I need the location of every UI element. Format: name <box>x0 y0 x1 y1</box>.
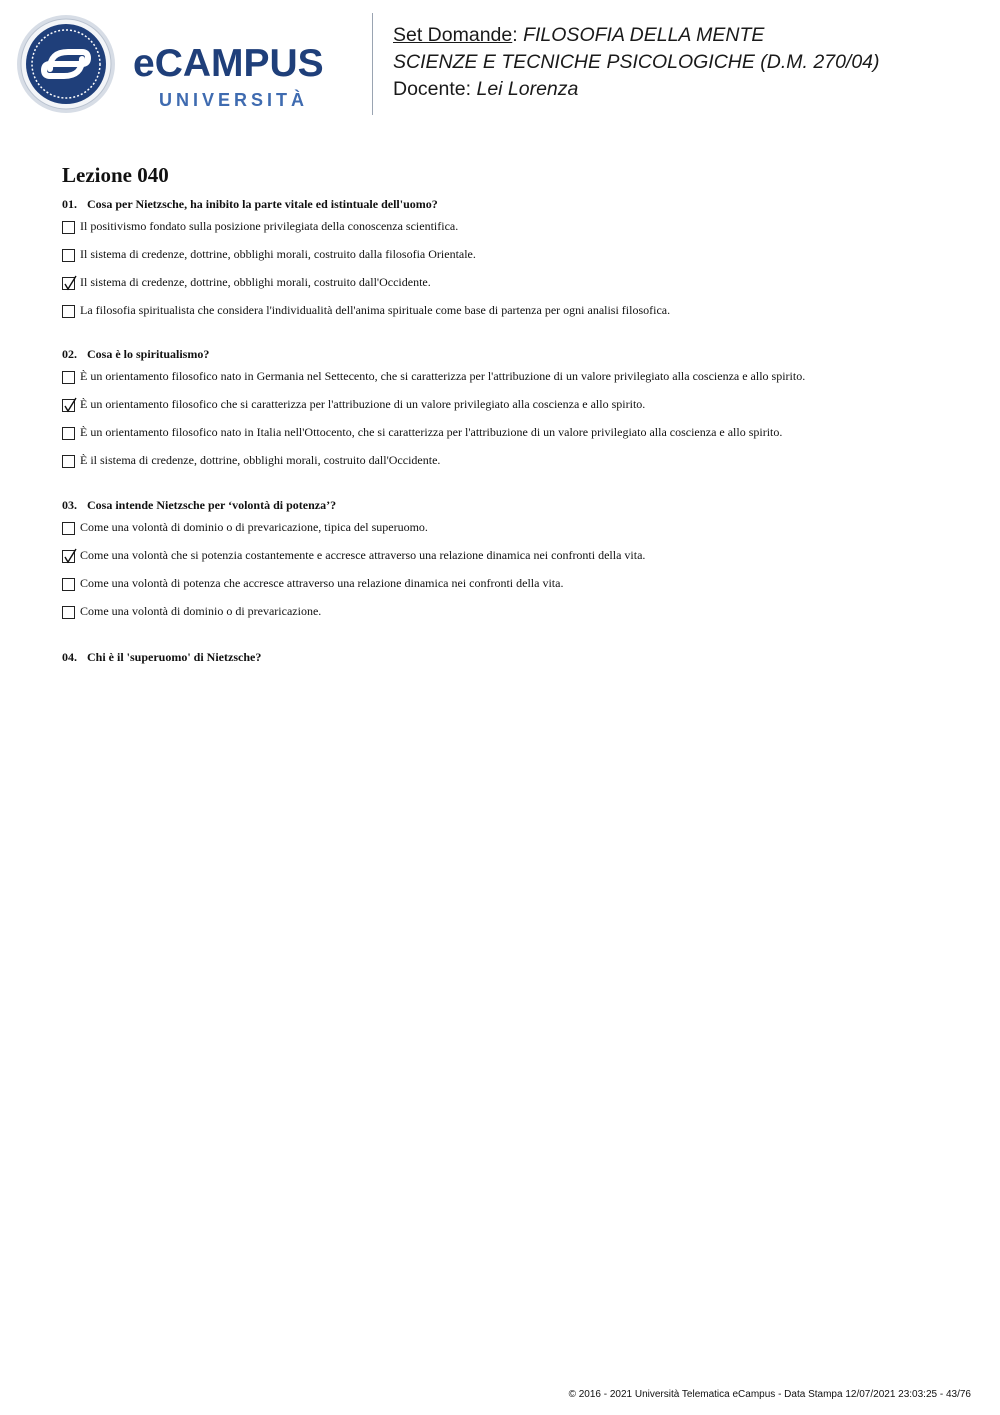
answer-text: È un orientamento filosofico nato in Germania nel Settecento, che si caratterizza per l'attribuzione di un valore privilegiato alla coscienza e allo spirito. <box>80 369 806 383</box>
checkbox-unchecked[interactable] <box>62 427 75 440</box>
ecampus-seal-logo <box>16 14 116 114</box>
question-title <box>62 196 962 212</box>
answer-option[interactable] <box>62 300 962 328</box>
set-separator: : <box>512 24 524 46</box>
answer-option[interactable] <box>62 517 962 545</box>
checkbox-unchecked[interactable] <box>62 221 75 234</box>
answer-text: Il positivismo fondato sulla posizione privilegiata della conoscenza scientifica. <box>80 219 459 233</box>
lesson-title: Lezione 040 <box>62 163 169 187</box>
checkbox-checked[interactable] <box>62 550 75 563</box>
checkmark-icon <box>63 397 77 413</box>
checkbox-unchecked[interactable] <box>62 305 75 318</box>
question-title <box>62 346 962 362</box>
question-block <box>62 497 962 629</box>
checkbox-unchecked[interactable] <box>62 249 75 262</box>
answer-text: È un orientamento filosofico che si caratterizza per l'attribuzione di un valore privilegiato alla coscienza e allo spirito. <box>80 397 646 411</box>
header-divider <box>372 13 373 115</box>
set-line <box>393 22 880 49</box>
course-info <box>393 22 880 103</box>
checkmark-icon <box>63 548 77 564</box>
checkbox-unchecked[interactable] <box>62 578 75 591</box>
page-footer: © 2016 - 2021 Università Telematica eCampus - Data Stampa 12/07/2021 23:03:25 - 43/76 <box>568 1389 971 1400</box>
question-block <box>62 196 962 328</box>
question-number: 03. <box>62 498 77 512</box>
answer-option[interactable] <box>62 244 962 272</box>
answer-list <box>62 517 962 629</box>
teacher-label: Docente: <box>393 78 477 100</box>
answer-option[interactable] <box>62 573 962 601</box>
question-title <box>62 497 962 513</box>
answer-text: Il sistema di credenze, dottrine, obblighi morali, costruito dalla filosofia Orientale. <box>80 247 476 261</box>
quiz-content <box>62 160 962 664</box>
answer-option[interactable] <box>62 272 962 300</box>
answer-option[interactable] <box>62 601 962 629</box>
question-block <box>62 346 962 478</box>
answer-text: Come una volontà di potenza che accresce attraverso una relazione dinamica nei confronti della vita. <box>80 576 564 590</box>
answer-option[interactable] <box>62 422 962 450</box>
answer-option[interactable] <box>62 545 962 573</box>
answer-text: La filosofia spiritualista che considera l'individualità dell'anima spirituale come base di partenza per ogni analisi filosofica. <box>80 303 671 317</box>
checkbox-unchecked[interactable] <box>62 371 75 384</box>
question-block <box>62 649 962 669</box>
checkbox-unchecked[interactable] <box>62 455 75 468</box>
set-value: FILOSOFIA DELLA MENTE <box>523 24 765 46</box>
svg-text:eCAMPUS: eCAMPUS <box>133 42 324 85</box>
course-name: SCIENZE E TECNICHE PSICOLOGICHE (D.M. 270/04) <box>393 51 880 73</box>
question-number: 01. <box>62 197 77 211</box>
question-text: Cosa è lo spiritualismo? <box>87 347 210 361</box>
question-text: Chi è il 'superuomo' di Nietzsche? <box>87 650 262 664</box>
answer-option[interactable] <box>62 450 962 478</box>
answer-option[interactable] <box>62 394 962 422</box>
svg-text:UNIVERSITÀ: UNIVERSITÀ <box>159 90 309 110</box>
question-number: 04. <box>62 650 77 664</box>
question-title <box>62 649 962 665</box>
question-text: Cosa per Nietzsche, ha inibito la parte vitale ed istintuale dell'uomo? <box>87 197 438 211</box>
teacher-name: Lei Lorenza <box>476 78 579 100</box>
course-line <box>393 49 880 76</box>
answer-text: Come una volontà di dominio o di prevaricazione, tipica del superuomo. <box>80 520 428 534</box>
teacher-line <box>393 76 880 103</box>
question-number: 02. <box>62 347 77 361</box>
checkbox-unchecked[interactable] <box>62 606 75 619</box>
checkbox-checked[interactable] <box>62 277 75 290</box>
answer-text: Il sistema di credenze, dottrine, obblighi morali, costruito dall'Occidente. <box>80 275 431 289</box>
checkbox-checked[interactable] <box>62 399 75 412</box>
answer-list <box>62 216 962 328</box>
answer-text: Come una volontà di dominio o di prevaricazione. <box>80 604 322 618</box>
answer-option[interactable] <box>62 366 962 394</box>
ecampus-wordmark-logo <box>133 40 358 112</box>
page-header <box>0 0 1000 130</box>
checkbox-unchecked[interactable] <box>62 522 75 535</box>
answer-text: È un orientamento filosofico nato in Italia nell'Ottocento, che si caratterizza per l'attribuzione di un valore privilegiato alla coscienza e allo spirito. <box>80 425 783 439</box>
checkmark-icon <box>63 275 77 291</box>
answer-text: Come una volontà che si potenzia costantemente e accresce attraverso una relazione dinamica nei confronti della vita. <box>80 548 646 562</box>
set-label: Set Domande <box>393 24 513 46</box>
question-text: Cosa intende Nietzsche per ‘volontà di potenza’? <box>87 498 337 512</box>
answer-text: È il sistema di credenze, dottrine, obblighi morali, costruito dall'Occidente. <box>80 453 441 467</box>
answer-list <box>62 366 962 478</box>
answer-option[interactable] <box>62 216 962 244</box>
